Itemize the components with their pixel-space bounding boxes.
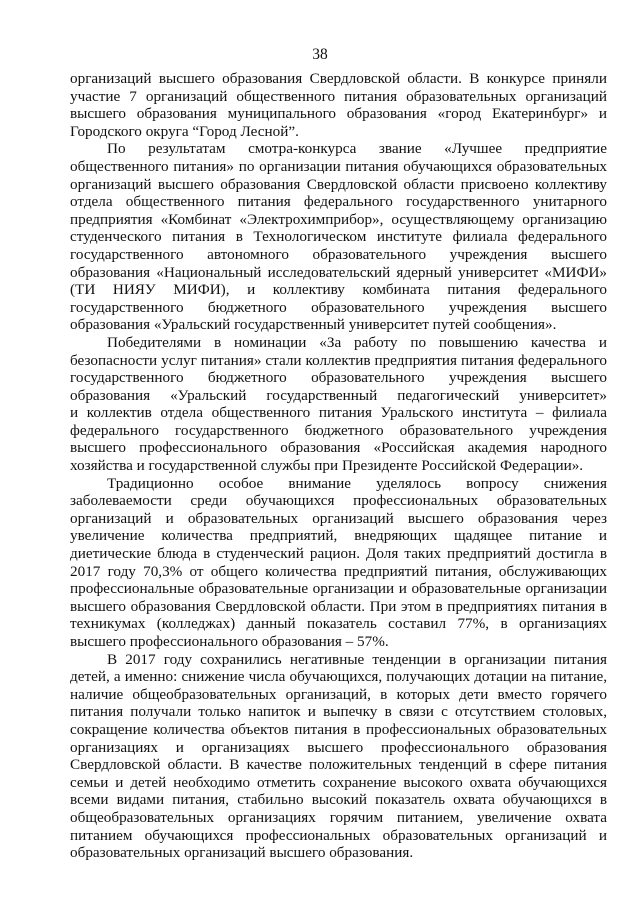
text-line: высшего профессионального образования «Российская академия народного <box>70 439 607 457</box>
text-line: Городского округа “Город Лесной”. <box>70 122 299 140</box>
text-line: государственного бюджетного образовательного учреждения высшего <box>70 298 607 316</box>
text-line: предприятия «Комбинат «Электрохимприбор», осуществляющему организацию <box>70 210 607 228</box>
text-line: федерального государственного бюджетного образовательного учреждения <box>70 421 607 439</box>
text-line: государственного бюджетного образовательного учреждения высшего <box>70 369 607 387</box>
paragraph-diet-meals <box>70 475 607 651</box>
text-line: организациях и организациях высшего профессионального образования <box>70 738 607 756</box>
text-line: образования «Уральский государственный университет путей сообщения». <box>70 316 557 334</box>
text-line: семьи и детей необходимо отметить сохранение высокого охвата обучающихся <box>70 773 607 791</box>
text-line: и коллектив отдела общественного питания Уральского института – филиала <box>70 404 607 422</box>
text-line: общественного питания» по организации питания обучающихся образовательных <box>70 157 607 175</box>
text-line: По результатам смотра-конкурса звание «Лучшее предприятие <box>107 140 607 158</box>
text-line: безопасности услуг питания» стали коллектив предприятия питания федерального <box>70 351 607 369</box>
text-line: питанием обучающихся профессиональных образовательных организаций и <box>70 826 607 844</box>
text-line: организаций и образовательных организаций высшего образования через <box>70 509 607 527</box>
text-line: сокращение количества объектов питания в профессиональных образовательных <box>70 720 607 738</box>
document-body <box>70 70 607 862</box>
text-line: Традиционно особое внимание уделялось вопросу снижения <box>107 474 607 492</box>
text-line: студенческого питания в Технологическом институте филиала федерального <box>70 228 607 246</box>
text-line: 2017 году 70,3% от общего количества предприятий питания, обслуживающих <box>70 562 607 580</box>
text-line: Победителями в номинации «За работу по повышению качества и <box>107 333 607 351</box>
text-line: диетические блюда в студенческий рацион. Доля таких предприятий достигла в <box>70 545 607 563</box>
text-line: организаций высшего образования Свердловской области присвоено коллективу <box>70 175 607 193</box>
text-line: отдела общественного питания федерального государственного унитарного <box>70 193 607 211</box>
text-line: детей, а именно: снижение числа обучающихся, получающих дотации на питание, <box>70 668 607 686</box>
text-line: образования «Национальный исследовательский ядерный университет «МИФИ» <box>70 263 607 281</box>
paragraph-contest-results <box>70 140 607 334</box>
page-number: 38 <box>312 46 328 63</box>
text-line: заболеваемости среди обучающихся профессиональных образовательных <box>70 492 607 510</box>
text-line: техникумах (колледжах) данный показатель составил 77%, в организациях <box>70 615 607 633</box>
text-line: государственного автономного образовательного учреждения высшего <box>70 245 607 263</box>
text-line: организаций высшего образования Свердловской области. В конкурсе приняли <box>70 70 607 87</box>
text-line: Свердловской области. В качестве положительных тенденций в сфере питания <box>70 756 607 774</box>
text-line: наличие общеобразовательных организаций, в которых дети вместо горячего <box>70 685 607 703</box>
text-line: (ТИ НИЯУ МИФИ), и коллективу комбината питания федерального <box>70 281 607 299</box>
paragraph-quality-nomination <box>70 334 607 475</box>
text-line: высшего образования муниципального образования «город Екатеринбург» и <box>70 105 607 123</box>
text-line: профессиональные образовательные организации и образовательные организации <box>70 580 607 598</box>
paragraph-contest-participants <box>70 70 607 140</box>
text-line: В 2017 году сохранились негативные тенденции в организации питания <box>107 650 607 668</box>
text-line: питания получали только напиток и выпечку в связи с отсутствием столовых, <box>70 703 607 721</box>
paragraph-2017-trends <box>70 651 607 862</box>
text-line: участие 7 организаций общественного питания образовательных организаций <box>70 87 607 105</box>
text-line: увеличение количества предприятий, внедряющих щадящее питание и <box>70 527 607 545</box>
text-line: образовательных организаций высшего образования. <box>70 844 414 862</box>
text-line: высшего образования Свердловской области. При этом в предприятиях питания в <box>70 597 607 615</box>
text-line: хозяйства и государственной службы при Президенте Российской Федерации». <box>70 457 584 475</box>
text-line: всеми видами питания, стабильно высокий показатель охвата обучающихся в <box>70 791 607 809</box>
text-line: образования «Уральский государственный педагогический университет» <box>70 386 607 404</box>
text-line: общеобразовательных организациях горячим питанием, увеличение охвата <box>70 808 607 826</box>
text-line: высшего профессионального образования – 57%. <box>70 633 389 650</box>
